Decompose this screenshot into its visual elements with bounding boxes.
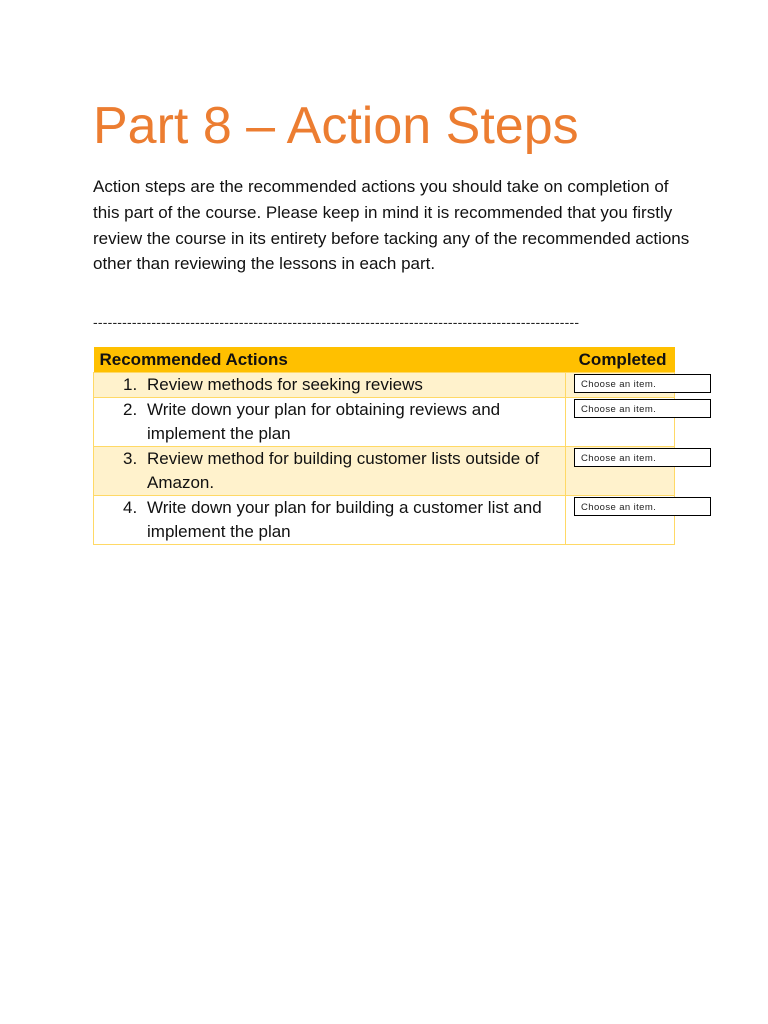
action-number: 4.: [123, 498, 138, 517]
recommended-actions-table: [93, 347, 675, 545]
action-cell: [94, 373, 566, 398]
completed-dropdown[interactable]: Choose an item.: [574, 374, 711, 393]
table-header-row: [94, 347, 675, 373]
completed-dropdown[interactable]: Choose an item.: [574, 497, 711, 516]
action-text: Review methods for seeking reviews: [147, 375, 423, 394]
completed-cell: [566, 398, 675, 447]
action-cell: [94, 447, 566, 496]
dashed-divider: ----------------------------------------------------------------------------------------------------: [93, 314, 580, 330]
table-row: [94, 373, 675, 398]
action-text: Write down your plan for building a customer list and implement the plan: [147, 498, 542, 541]
action-number: 3.: [123, 449, 138, 468]
action-number: 2.: [123, 400, 138, 419]
completed-dropdown[interactable]: Choose an item.: [574, 448, 711, 467]
page-title: Part 8 – Action Steps: [93, 97, 579, 155]
header-recommended-actions: Recommended Actions: [94, 347, 566, 373]
completed-cell: [566, 447, 675, 496]
intro-paragraph: Action steps are the recommended actions you should take on completion of this part of the course. Please keep in mind it is recommended that you firstly review the course in its entirety before tacking any of the recommended actions other than reviewing the lessons in each part.: [93, 177, 690, 274]
action-cell: [94, 398, 566, 447]
completed-cell: [566, 496, 675, 545]
completed-dropdown[interactable]: Choose an item.: [574, 399, 711, 418]
table-row: [94, 496, 675, 545]
completed-cell: [566, 373, 675, 398]
action-cell: [94, 496, 566, 545]
action-number: 1.: [123, 375, 138, 394]
table-row: [94, 447, 675, 496]
header-completed: Completed: [566, 347, 675, 373]
action-text: Write down your plan for obtaining reviews and implement the plan: [147, 400, 501, 443]
table-row: [94, 398, 675, 447]
action-text: Review method for building customer lists outside of Amazon.: [147, 449, 540, 492]
